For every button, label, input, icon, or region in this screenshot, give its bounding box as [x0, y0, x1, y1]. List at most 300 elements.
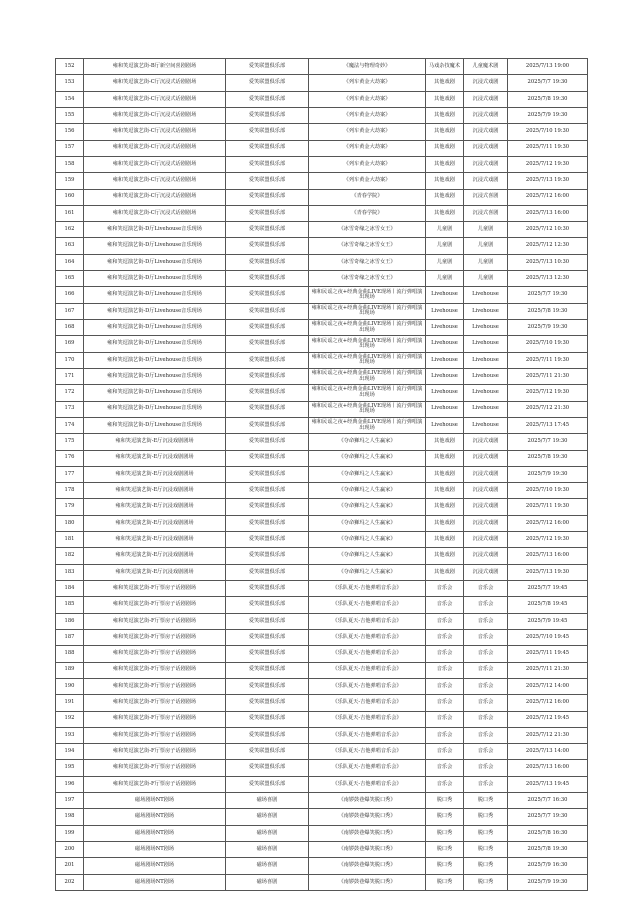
organizer-cell: 爱笑联盟俱乐部: [226, 678, 309, 694]
showtime-cell: 2025/7/9 19:45: [508, 613, 588, 629]
show-title-cell: 《夺命狮玛之人生赢家》: [309, 450, 426, 466]
category-cell: Livehouse: [426, 385, 464, 401]
organizer-cell: 爱笑联盟俱乐部: [226, 646, 309, 662]
show-title-cell: 《乐队夏天-吉他弹唱音乐会》: [309, 662, 426, 678]
venue-cell: 雍和笑逗演艺街-F厅票房子话剧剧场: [84, 760, 226, 776]
organizer-cell: 爱笑联盟俱乐部: [226, 548, 309, 564]
organizer-cell: 爱笑联盟俱乐部: [226, 417, 309, 433]
showtime-cell: 2025/7/13 16:00: [508, 760, 588, 776]
showtime-cell: 2025/7/8 19:30: [508, 450, 588, 466]
table-row: [56, 483, 588, 499]
table-row: [56, 271, 588, 287]
table-row: [56, 793, 588, 809]
venue-cell: 雍和笑逗演艺街-D厅Livehouse音乐现场: [84, 336, 226, 352]
show-type-cell: 沉浸式戏剧: [464, 564, 508, 580]
table-row: [56, 727, 588, 743]
show-title-cell: 《乐队夏天-吉他弹唱音乐会》: [309, 678, 426, 694]
table-row: [56, 59, 588, 75]
table-row: [56, 205, 588, 221]
showtime-cell: 2025/7/9 19:30: [508, 874, 588, 890]
table-row: [56, 91, 588, 107]
showtime-cell: 2025/7/8 19:30: [508, 303, 588, 319]
show-type-cell: 脱口秀: [464, 825, 508, 841]
category-cell: Livehouse: [426, 417, 464, 433]
row-number-cell: 184: [56, 581, 84, 597]
show-title-cell: 《南锣鼓巷爆笑脱口秀》: [309, 809, 426, 825]
showtime-cell: 2025/7/8 19:30: [508, 842, 588, 858]
table-row: [56, 466, 588, 482]
show-title-cell: 《冰雪奇缘之冰雪女王》: [309, 271, 426, 287]
schedule-table-body: [56, 59, 588, 891]
show-type-cell: 脱口秀: [464, 842, 508, 858]
organizer-cell: 爱笑联盟俱乐部: [226, 727, 309, 743]
organizer-cell: 爱笑联盟俱乐部: [226, 320, 309, 336]
organizer-cell: 爱笑联盟俱乐部: [226, 59, 309, 75]
show-type-cell: 沉浸式喜剧: [464, 189, 508, 205]
showtime-cell: 2025/7/10 19:45: [508, 629, 588, 645]
show-title-cell: 《冰雪奇缘之冰雪女王》: [309, 222, 426, 238]
organizer-cell: 磁场喜剧: [226, 874, 309, 890]
row-number-cell: 201: [56, 858, 84, 874]
table-row: [56, 140, 588, 156]
show-type-cell: Livehouse: [464, 385, 508, 401]
show-type-cell: Livehouse: [464, 368, 508, 384]
venue-cell: 雍和笑逗演艺街-E厅沉浸戏剧剧场: [84, 483, 226, 499]
category-cell: 儿童剧: [426, 271, 464, 287]
show-title-cell: 雍和民谣之夜+经典金曲LIVE现场丨流行弹唱演出现场: [309, 303, 426, 319]
row-number-cell: 156: [56, 124, 84, 140]
category-cell: 其他戏剧: [426, 173, 464, 189]
category-cell: 其他戏剧: [426, 450, 464, 466]
show-title-cell: 《夺命狮玛之人生赢家》: [309, 483, 426, 499]
table-row: [56, 75, 588, 91]
show-type-cell: Livehouse: [464, 336, 508, 352]
show-type-cell: 音乐会: [464, 646, 508, 662]
show-type-cell: 音乐会: [464, 711, 508, 727]
row-number-cell: 160: [56, 189, 84, 205]
row-number-cell: 191: [56, 695, 84, 711]
row-number-cell: 171: [56, 368, 84, 384]
showtime-cell: 2025/7/9 19:30: [508, 107, 588, 123]
organizer-cell: 爱笑联盟俱乐部: [226, 711, 309, 727]
organizer-cell: 爱笑联盟俱乐部: [226, 515, 309, 531]
show-type-cell: 音乐会: [464, 727, 508, 743]
show-type-cell: 音乐会: [464, 662, 508, 678]
category-cell: 儿童剧: [426, 222, 464, 238]
table-row: [56, 858, 588, 874]
category-cell: 音乐会: [426, 613, 464, 629]
show-title-cell: 《乐队夏天-吉他弹唱音乐会》: [309, 727, 426, 743]
showtime-cell: 2025/7/11 19:30: [508, 352, 588, 368]
show-title-cell: 《列车黄金大劫案》: [309, 173, 426, 189]
show-type-cell: 音乐会: [464, 629, 508, 645]
table-row: [56, 532, 588, 548]
show-type-cell: 音乐会: [464, 760, 508, 776]
show-title-cell: 《列车黄金大劫案》: [309, 107, 426, 123]
venue-cell: 雍和笑逗演艺街-C厅沉浸式话剧剧场: [84, 173, 226, 189]
table-row: [56, 417, 588, 433]
row-number-cell: 180: [56, 515, 84, 531]
row-number-cell: 175: [56, 434, 84, 450]
table-row: [56, 173, 588, 189]
category-cell: Livehouse: [426, 303, 464, 319]
show-title-cell: 雍和民谣之夜+经典金曲LIVE现场丨流行弹唱演出现场: [309, 287, 426, 303]
show-type-cell: 沉浸式戏剧: [464, 156, 508, 172]
show-type-cell: 沉浸式喜剧: [464, 205, 508, 221]
show-type-cell: 沉浸式戏剧: [464, 515, 508, 531]
show-title-cell: 《夺命狮玛之人生赢家》: [309, 548, 426, 564]
show-type-cell: 音乐会: [464, 744, 508, 760]
venue-cell: 雍和笑逗演艺街-F厅票房子话剧剧场: [84, 711, 226, 727]
showtime-cell: 2025/7/12 19:45: [508, 711, 588, 727]
row-number-cell: 188: [56, 646, 84, 662]
table-row: [56, 629, 588, 645]
category-cell: Livehouse: [426, 320, 464, 336]
show-title-cell: 《魔法与物理奇妙》: [309, 59, 426, 75]
showtime-cell: 2025/7/13 14:00: [508, 744, 588, 760]
venue-cell: 雍和笑逗演艺街-D厅Livehouse音乐现场: [84, 303, 226, 319]
show-title-cell: 《冰雪奇缘之冰雪女王》: [309, 254, 426, 270]
show-type-cell: 儿童剧: [464, 238, 508, 254]
organizer-cell: 爱笑联盟俱乐部: [226, 629, 309, 645]
show-title-cell: 《南锣鼓巷爆笑脱口秀》: [309, 858, 426, 874]
row-number-cell: 179: [56, 499, 84, 515]
venue-cell: 雍和笑逗演艺街-E厅沉浸戏剧剧场: [84, 564, 226, 580]
category-cell: 音乐会: [426, 776, 464, 792]
table-row: [56, 222, 588, 238]
organizer-cell: 爱笑联盟俱乐部: [226, 581, 309, 597]
show-type-cell: 沉浸式戏剧: [464, 434, 508, 450]
show-type-cell: 沉浸式戏剧: [464, 140, 508, 156]
organizer-cell: 爱笑联盟俱乐部: [226, 613, 309, 629]
row-number-cell: 176: [56, 450, 84, 466]
category-cell: 其他戏剧: [426, 189, 464, 205]
venue-cell: 雍和笑逗演艺街-D厅Livehouse音乐现场: [84, 352, 226, 368]
show-title-cell: 雍和民谣之夜+经典金曲LIVE现场丨流行弹唱演出现场: [309, 401, 426, 417]
show-title-cell: 《南锣鼓巷爆笑脱口秀》: [309, 825, 426, 841]
venue-cell: 雍和笑逗演艺街-C厅沉浸式话剧剧场: [84, 91, 226, 107]
table-row: [56, 107, 588, 123]
show-type-cell: 沉浸式戏剧: [464, 107, 508, 123]
show-type-cell: 沉浸式戏剧: [464, 499, 508, 515]
showtime-cell: 2025/7/11 19:45: [508, 646, 588, 662]
showtime-cell: 2025/7/11 19:30: [508, 140, 588, 156]
show-type-cell: 沉浸式戏剧: [464, 75, 508, 91]
show-type-cell: 脱口秀: [464, 809, 508, 825]
category-cell: 音乐会: [426, 646, 464, 662]
category-cell: 其他戏剧: [426, 91, 464, 107]
show-type-cell: 沉浸式戏剧: [464, 450, 508, 466]
table-row: [56, 711, 588, 727]
show-type-cell: Livehouse: [464, 303, 508, 319]
row-number-cell: 183: [56, 564, 84, 580]
organizer-cell: 爱笑联盟俱乐部: [226, 466, 309, 482]
showtime-cell: 2025/7/10 19:30: [508, 336, 588, 352]
category-cell: 其他戏剧: [426, 466, 464, 482]
table-row: [56, 124, 588, 140]
venue-cell: 雍和笑逗演艺街-F厅票房子话剧剧场: [84, 629, 226, 645]
show-title-cell: 《乐队夏天-吉他弹唱音乐会》: [309, 760, 426, 776]
table-row: [56, 662, 588, 678]
row-number-cell: 202: [56, 874, 84, 890]
table-row: [56, 825, 588, 841]
organizer-cell: 磁场喜剧: [226, 825, 309, 841]
show-title-cell: 《冰雪奇缘之冰雪女王》: [309, 238, 426, 254]
row-number-cell: 168: [56, 320, 84, 336]
organizer-cell: 爱笑联盟俱乐部: [226, 205, 309, 221]
category-cell: 脱口秀: [426, 858, 464, 874]
organizer-cell: 磁场喜剧: [226, 858, 309, 874]
show-type-cell: 沉浸式戏剧: [464, 532, 508, 548]
show-title-cell: 《乐队夏天-吉他弹唱音乐会》: [309, 613, 426, 629]
organizer-cell: 爱笑联盟俱乐部: [226, 532, 309, 548]
category-cell: 音乐会: [426, 629, 464, 645]
showtime-cell: 2025/7/12 16:00: [508, 695, 588, 711]
show-type-cell: Livehouse: [464, 417, 508, 433]
category-cell: 脱口秀: [426, 809, 464, 825]
organizer-cell: 爱笑联盟俱乐部: [226, 776, 309, 792]
venue-cell: 雍和笑逗演艺街-E厅沉浸戏剧剧场: [84, 450, 226, 466]
row-number-cell: 181: [56, 532, 84, 548]
venue-cell: 雍和笑逗演艺街-C厅沉浸式话剧剧场: [84, 205, 226, 221]
venue-cell: 雍和笑逗演艺街-D厅Livehouse音乐现场: [84, 271, 226, 287]
show-type-cell: 脱口秀: [464, 793, 508, 809]
show-title-cell: 《乐队夏天-吉他弹唱音乐会》: [309, 581, 426, 597]
showtime-cell: 2025/7/10 19:30: [508, 124, 588, 140]
showtime-cell: 2025/7/12 14:00: [508, 678, 588, 694]
show-title-cell: 《南锣鼓巷爆笑脱口秀》: [309, 874, 426, 890]
organizer-cell: 磁场喜剧: [226, 809, 309, 825]
showtime-cell: 2025/7/13 17:45: [508, 417, 588, 433]
show-title-cell: 雍和民谣之夜+经典金曲LIVE现场丨流行弹唱演出现场: [309, 368, 426, 384]
category-cell: 其他戏剧: [426, 499, 464, 515]
table-row: [56, 368, 588, 384]
category-cell: 音乐会: [426, 597, 464, 613]
table-row: [56, 450, 588, 466]
showtime-cell: 2025/7/12 19:30: [508, 156, 588, 172]
venue-cell: 雍和笑逗演艺街-C厅沉浸式话剧剧场: [84, 189, 226, 205]
venue-cell: 雍和笑逗演艺街-C厅沉浸式话剧剧场: [84, 107, 226, 123]
row-number-cell: 197: [56, 793, 84, 809]
venue-cell: 磁场剧场NT剧场: [84, 793, 226, 809]
row-number-cell: 162: [56, 222, 84, 238]
venue-cell: 雍和笑逗演艺街-F厅票房子话剧剧场: [84, 613, 226, 629]
venue-cell: 雍和笑逗演艺街-E厅沉浸戏剧剧场: [84, 499, 226, 515]
showtime-cell: 2025/7/11 21:30: [508, 662, 588, 678]
row-number-cell: 153: [56, 75, 84, 91]
showtime-cell: 2025/7/12 21:30: [508, 727, 588, 743]
organizer-cell: 爱笑联盟俱乐部: [226, 368, 309, 384]
showtime-cell: 2025/7/7 19:30: [508, 434, 588, 450]
organizer-cell: 爱笑联盟俱乐部: [226, 744, 309, 760]
row-number-cell: 185: [56, 597, 84, 613]
category-cell: 其他戏剧: [426, 140, 464, 156]
show-type-cell: 音乐会: [464, 581, 508, 597]
show-type-cell: 音乐会: [464, 597, 508, 613]
organizer-cell: 爱笑联盟俱乐部: [226, 434, 309, 450]
category-cell: Livehouse: [426, 287, 464, 303]
show-title-cell: 雍和民谣之夜+经典金曲LIVE现场丨流行弹唱演出现场: [309, 336, 426, 352]
venue-cell: 雍和笑逗演艺街-D厅Livehouse音乐现场: [84, 238, 226, 254]
organizer-cell: 爱笑联盟俱乐部: [226, 597, 309, 613]
row-number-cell: 163: [56, 238, 84, 254]
venue-cell: 雍和笑逗演艺街-F厅票房子话剧剧场: [84, 646, 226, 662]
row-number-cell: 199: [56, 825, 84, 841]
showtime-cell: 2025/7/9 19:30: [508, 466, 588, 482]
venue-cell: 雍和笑逗演艺街-D厅Livehouse音乐现场: [84, 368, 226, 384]
row-number-cell: 189: [56, 662, 84, 678]
showtime-cell: 2025/7/13 19:30: [508, 173, 588, 189]
venue-cell: 雍和笑逗演艺街-E厅沉浸戏剧剧场: [84, 466, 226, 482]
show-type-cell: 沉浸式戏剧: [464, 466, 508, 482]
organizer-cell: 爱笑联盟俱乐部: [226, 385, 309, 401]
row-number-cell: 174: [56, 417, 84, 433]
venue-cell: 雍和笑逗演艺街-F厅票房子话剧剧场: [84, 662, 226, 678]
venue-cell: 雍和笑逗演艺街-D厅Livehouse音乐现场: [84, 320, 226, 336]
organizer-cell: 爱笑联盟俱乐部: [226, 254, 309, 270]
show-type-cell: 音乐会: [464, 776, 508, 792]
venue-cell: 雍和笑逗演艺街-E厅沉浸戏剧剧场: [84, 532, 226, 548]
show-title-cell: 《乐队夏天-吉他弹唱音乐会》: [309, 711, 426, 727]
table-row: [56, 842, 588, 858]
category-cell: 其他戏剧: [426, 156, 464, 172]
table-row: [56, 548, 588, 564]
row-number-cell: 172: [56, 385, 84, 401]
organizer-cell: 磁场喜剧: [226, 842, 309, 858]
showtime-cell: 2025/7/8 19:45: [508, 597, 588, 613]
venue-cell: 雍和笑逗演艺街-F厅票房子话剧剧场: [84, 581, 226, 597]
show-title-cell: 《青春学院》: [309, 189, 426, 205]
row-number-cell: 166: [56, 287, 84, 303]
show-type-cell: 脱口秀: [464, 874, 508, 890]
venue-cell: 雍和笑逗演艺街-F厅票房子话剧剧场: [84, 597, 226, 613]
venue-cell: 雍和笑逗演艺街-D厅Livehouse音乐现场: [84, 254, 226, 270]
show-type-cell: 沉浸式戏剧: [464, 483, 508, 499]
venue-cell: 雍和笑逗演艺街-E厅沉浸戏剧剧场: [84, 434, 226, 450]
show-type-cell: Livehouse: [464, 352, 508, 368]
category-cell: 其他戏剧: [426, 75, 464, 91]
show-title-cell: 《乐队夏天-吉他弹唱音乐会》: [309, 629, 426, 645]
show-title-cell: 雍和民谣之夜+经典金曲LIVE现场丨流行弹唱演出现场: [309, 352, 426, 368]
row-number-cell: 164: [56, 254, 84, 270]
venue-cell: 雍和笑逗演艺街-E厅沉浸戏剧剧场: [84, 548, 226, 564]
table-row: [56, 401, 588, 417]
table-row: [56, 744, 588, 760]
organizer-cell: 爱笑联盟俱乐部: [226, 564, 309, 580]
row-number-cell: 198: [56, 809, 84, 825]
table-row: [56, 254, 588, 270]
venue-cell: 雍和笑逗演艺街-C厅沉浸式话剧剧场: [84, 156, 226, 172]
table-row: [56, 678, 588, 694]
show-title-cell: 《乐队夏天-吉他弹唱音乐会》: [309, 776, 426, 792]
show-title-cell: 《乐队夏天-吉他弹唱音乐会》: [309, 744, 426, 760]
organizer-cell: 爱笑联盟俱乐部: [226, 107, 309, 123]
venue-cell: 雍和笑逗演艺街-E厅沉浸戏剧剧场: [84, 515, 226, 531]
venue-cell: 雍和笑逗演艺街-D厅Livehouse音乐现场: [84, 417, 226, 433]
row-number-cell: 155: [56, 107, 84, 123]
showtime-cell: 2025/7/7 19:30: [508, 809, 588, 825]
show-type-cell: 音乐会: [464, 678, 508, 694]
category-cell: 音乐会: [426, 744, 464, 760]
category-cell: 儿童剧: [426, 254, 464, 270]
venue-cell: 雍和笑逗演艺街-D厅Livehouse音乐现场: [84, 385, 226, 401]
table-row: [56, 597, 588, 613]
category-cell: 其他戏剧: [426, 124, 464, 140]
showtime-cell: 2025/7/8 19:30: [508, 91, 588, 107]
table-row: [56, 320, 588, 336]
category-cell: 其他戏剧: [426, 564, 464, 580]
row-number-cell: 158: [56, 156, 84, 172]
table-row: [56, 760, 588, 776]
category-cell: 其他戏剧: [426, 515, 464, 531]
table-row: [56, 189, 588, 205]
showtime-cell: 2025/7/8 16:30: [508, 825, 588, 841]
showtime-cell: 2025/7/13 19:30: [508, 564, 588, 580]
show-title-cell: 《列车黄金大劫案》: [309, 124, 426, 140]
organizer-cell: 爱笑联盟俱乐部: [226, 124, 309, 140]
showtime-cell: 2025/7/12 21:30: [508, 401, 588, 417]
category-cell: 其他戏剧: [426, 107, 464, 123]
organizer-cell: 爱笑联盟俱乐部: [226, 75, 309, 91]
category-cell: 马戏杂技魔术: [426, 59, 464, 75]
category-cell: 脱口秀: [426, 842, 464, 858]
table-row: [56, 238, 588, 254]
organizer-cell: 爱笑联盟俱乐部: [226, 450, 309, 466]
category-cell: 其他戏剧: [426, 205, 464, 221]
organizer-cell: 爱笑联盟俱乐部: [226, 499, 309, 515]
row-number-cell: 187: [56, 629, 84, 645]
show-title-cell: 《乐队夏天-吉他弹唱音乐会》: [309, 695, 426, 711]
venue-cell: 雍和笑逗演艺街-B厅新空间喜剧剧场: [84, 59, 226, 75]
organizer-cell: 爱笑联盟俱乐部: [226, 760, 309, 776]
row-number-cell: 192: [56, 711, 84, 727]
row-number-cell: 159: [56, 173, 84, 189]
show-type-cell: 儿童剧: [464, 254, 508, 270]
row-number-cell: 190: [56, 678, 84, 694]
show-title-cell: 《青春学院》: [309, 205, 426, 221]
show-type-cell: 沉浸式戏剧: [464, 91, 508, 107]
table-row: [56, 613, 588, 629]
table-row: [56, 352, 588, 368]
show-type-cell: Livehouse: [464, 287, 508, 303]
row-number-cell: 157: [56, 140, 84, 156]
category-cell: 音乐会: [426, 678, 464, 694]
category-cell: 其他戏剧: [426, 532, 464, 548]
show-title-cell: 《乐队夏天-吉他弹唱音乐会》: [309, 646, 426, 662]
venue-cell: 磁场剧场NT剧场: [84, 858, 226, 874]
showtime-cell: 2025/7/12 16:00: [508, 515, 588, 531]
showtime-cell: 2025/7/9 16:30: [508, 858, 588, 874]
show-title-cell: 《列车黄金大劫案》: [309, 156, 426, 172]
show-title-cell: 《乐队夏天-吉他弹唱音乐会》: [309, 597, 426, 613]
table-row: [56, 434, 588, 450]
organizer-cell: 爱笑联盟俱乐部: [226, 91, 309, 107]
showtime-cell: 2025/7/12 16:00: [508, 189, 588, 205]
showtime-cell: 2025/7/10 19:30: [508, 483, 588, 499]
show-title-cell: 雍和民谣之夜+经典金曲LIVE现场丨流行弹唱演出现场: [309, 385, 426, 401]
organizer-cell: 爱笑联盟俱乐部: [226, 222, 309, 238]
row-number-cell: 193: [56, 727, 84, 743]
row-number-cell: 170: [56, 352, 84, 368]
show-type-cell: Livehouse: [464, 401, 508, 417]
row-number-cell: 196: [56, 776, 84, 792]
show-title-cell: 《南锣鼓巷爆笑脱口秀》: [309, 793, 426, 809]
show-title-cell: 雍和民谣之夜+经典金曲LIVE现场丨流行弹唱演出现场: [309, 417, 426, 433]
showtime-cell: 2025/7/13 19:45: [508, 776, 588, 792]
table-row: [56, 385, 588, 401]
category-cell: 其他戏剧: [426, 434, 464, 450]
organizer-cell: 爱笑联盟俱乐部: [226, 483, 309, 499]
